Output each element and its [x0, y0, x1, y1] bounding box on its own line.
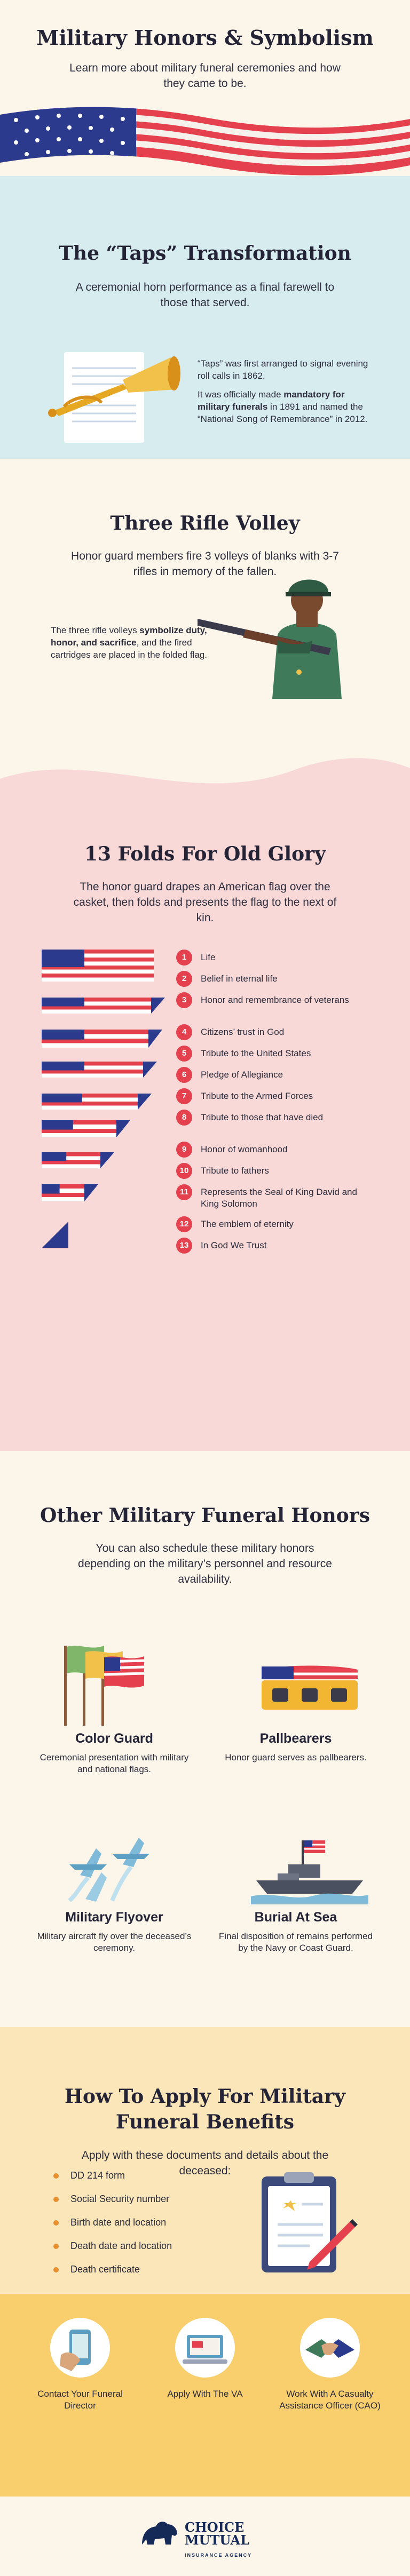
folded-flag-stage: [42, 1030, 164, 1048]
bullet-dot-icon: [53, 2197, 59, 2202]
clipboard-checklist-illustration: [251, 2171, 358, 2278]
jets-flyover-illustration: [59, 1827, 165, 1902]
fold-number-badge: 9: [176, 1142, 192, 1158]
honor-card-color-guard: [34, 1731, 194, 1775]
fold-item: [176, 1216, 361, 1232]
folded-flag-stage: [42, 1062, 159, 1078]
fold-meaning: Tribute to fathers: [201, 1166, 269, 1176]
rifle-volley-section: [0, 459, 410, 795]
fold-meaning: The emblem of eternity: [201, 1219, 294, 1229]
folded-flag-stage: [42, 1152, 116, 1168]
fold-item: [176, 1142, 361, 1158]
document-label: Birth date and location: [70, 2217, 167, 2228]
apply-subtitle: Apply with these documents and details about the deceased:: [81, 2149, 329, 2177]
section-wave-divider: [0, 747, 410, 795]
other-honors-section: [0, 1451, 410, 2027]
honor-description: Military aircraft fly over the deceased’s ceremony.: [37, 1931, 192, 1953]
folded-flag-stage: [42, 1094, 154, 1110]
header-section: [0, 0, 410, 176]
page-title: Military Honors & Symbolism: [36, 26, 374, 50]
flag-folds-section: [0, 795, 410, 1451]
bullet-dot-icon: [53, 2244, 59, 2249]
honor-card-pallbearers: [216, 1731, 376, 1764]
step-casualty-officer: [271, 2318, 389, 2412]
fold-item: [176, 1024, 361, 1040]
bullet-dot-icon: [53, 2220, 59, 2226]
taps-section: [0, 176, 410, 459]
rifle-description: The three rifle volleys symbolize duty, honor, and sacrifice, and the fired cartridges are placed in the folded flag.: [51, 625, 207, 660]
taps-title: The “Taps” Transformation: [59, 242, 351, 265]
fold-meaning: Represents the Seal of King David and King Solomon: [201, 1187, 357, 1209]
step-funeral-director: [21, 2318, 139, 2412]
taps-fact-1: “Taps” was first arranged to signal evening roll calls in 1862.: [198, 358, 368, 381]
handshake-icon: [300, 2318, 360, 2378]
page-subtitle: Learn more about military funeral ceremonies and how they came to be.: [69, 62, 341, 90]
apply-steps-band: [0, 2294, 410, 2497]
document-item: [53, 2170, 125, 2181]
step-apply-va: [146, 2318, 264, 2400]
honor-description: Honor guard serves as pallbearers.: [225, 1752, 367, 1762]
folded-flag-stage: [42, 1120, 132, 1137]
fold-number-badge: 1: [176, 950, 192, 966]
fold-meaning: Tribute to the United States: [201, 1048, 311, 1058]
fold-item: [176, 1163, 361, 1179]
folded-flag-triangle: [42, 1222, 74, 1248]
folds-subtitle: The honor guard drapes an American flag over the casket, then folds and presents the flag to the next of kin.: [73, 881, 337, 924]
document-item: [53, 2194, 169, 2205]
step-label: Apply With The VA: [167, 2389, 243, 2399]
fold-number-badge: 6: [176, 1067, 192, 1083]
document-label: Death certificate: [70, 2264, 140, 2275]
fold-meaning: Tribute to those that have died: [201, 1112, 324, 1122]
fold-meaning: Life: [201, 952, 216, 962]
bugle-sheet-music-illustration: [43, 347, 187, 448]
fold-item: [176, 1067, 361, 1083]
fold-meaning: In God We Trust: [201, 1240, 267, 1250]
fold-item: [176, 1046, 361, 1062]
fold-item: [176, 1238, 361, 1254]
rifle-title: Three Rifle Volley: [110, 512, 300, 535]
honor-card-burial-at-sea: [216, 1910, 376, 1954]
fold-meaning: Belief in eternal life: [201, 974, 278, 984]
fold-number-badge: 10: [176, 1163, 192, 1179]
fold-number-badge: 13: [176, 1238, 192, 1254]
fold-meaning: Honor and remembrance of veterans: [201, 995, 349, 1005]
document-label: DD 214 form: [70, 2170, 125, 2181]
document-item: [53, 2264, 140, 2275]
fold-number-badge: 4: [176, 1024, 192, 1040]
fold-meaning: Citizens’ trust in God: [201, 1027, 285, 1037]
soldier-with-rifle-illustration: [198, 555, 379, 699]
fold-item: [176, 950, 361, 966]
fold-number-badge: 5: [176, 1046, 192, 1062]
bullet-dot-icon: [53, 2173, 59, 2179]
taps-description: [198, 357, 374, 425]
document-label: Social Security number: [70, 2194, 170, 2204]
fold-item: [176, 971, 361, 987]
navy-ship-illustration: [251, 1835, 368, 1904]
other-title: Other Military Funeral Honors: [40, 1504, 370, 1527]
color-guard-flags-illustration: [53, 1635, 160, 1726]
honor-title: Color Guard: [75, 1731, 153, 1746]
folds-title: 13 Folds For Old Glory: [84, 843, 326, 865]
laptop-icon: [175, 2318, 235, 2378]
folded-flag-stage: [42, 950, 170, 982]
fold-meaning: Pledge of Allegiance: [201, 1070, 283, 1080]
step-label: Work With A Casualty Assistance Officer (CAO): [279, 2389, 381, 2411]
honor-title: Military Flyover: [65, 1910, 163, 1925]
honor-description: Final disposition of remains performed by the Navy or Coast Guard.: [218, 1931, 373, 1953]
apply-benefits-section: [0, 2027, 410, 2497]
phone-call-icon: [50, 2318, 110, 2378]
brand-logo-text: CHOICE MUTUAL INSURANCE AGENCY: [185, 2519, 253, 2558]
bear-logo-icon: [140, 2518, 179, 2548]
folded-flag-stage: [42, 1184, 100, 1201]
document-item: [53, 2240, 172, 2252]
fold-number-badge: 11: [176, 1184, 192, 1200]
fold-number-badge: 7: [176, 1088, 192, 1104]
taps-subtitle: A ceremonial horn performance as a final farewell to those that served.: [75, 281, 335, 309]
apply-title: How To Apply For Military Funeral Benefits: [65, 2085, 345, 2133]
document-item: [53, 2217, 166, 2228]
footer: [0, 2497, 410, 2576]
honor-title: Burial At Sea: [254, 1910, 337, 1925]
honor-description: Ceremonial presentation with military and national flags.: [40, 1752, 189, 1774]
folded-flag-stage: [42, 998, 167, 1014]
document-label: Death date and location: [70, 2240, 172, 2251]
fold-number-badge: 2: [176, 971, 192, 987]
taps-fact-2: It was officially made mandatory for military funerals in 1891 and named the “National Song of Remembrance” in 2012.: [198, 389, 368, 424]
fold-item: [176, 992, 361, 1008]
fold-number-badge: 12: [176, 1216, 192, 1232]
casket-with-flag-illustration: [256, 1654, 363, 1718]
step-label: Contact Your Funeral Director: [37, 2389, 123, 2411]
fold-meaning: Tribute to the Armed Forces: [201, 1091, 313, 1101]
waving-flag-illustration: [0, 104, 410, 179]
honor-card-flyover: [34, 1910, 194, 1954]
fold-item: [176, 1110, 361, 1126]
honor-title: Pallbearers: [259, 1731, 332, 1746]
other-subtitle: You can also schedule these military honors depending on the military’s personnel and resource availability.: [78, 1542, 332, 1585]
fold-item: [176, 1184, 361, 1210]
fold-number-badge: 3: [176, 992, 192, 1008]
fold-item: [176, 1088, 361, 1104]
rifle-subtitle: Honor guard members fire 3 volleys of blanks with 3-7 rifles in memory of the fallen.: [71, 550, 339, 578]
fold-number-badge: 8: [176, 1110, 192, 1126]
fold-meaning: Honor of womanhood: [201, 1144, 288, 1154]
bullet-dot-icon: [53, 2267, 59, 2272]
